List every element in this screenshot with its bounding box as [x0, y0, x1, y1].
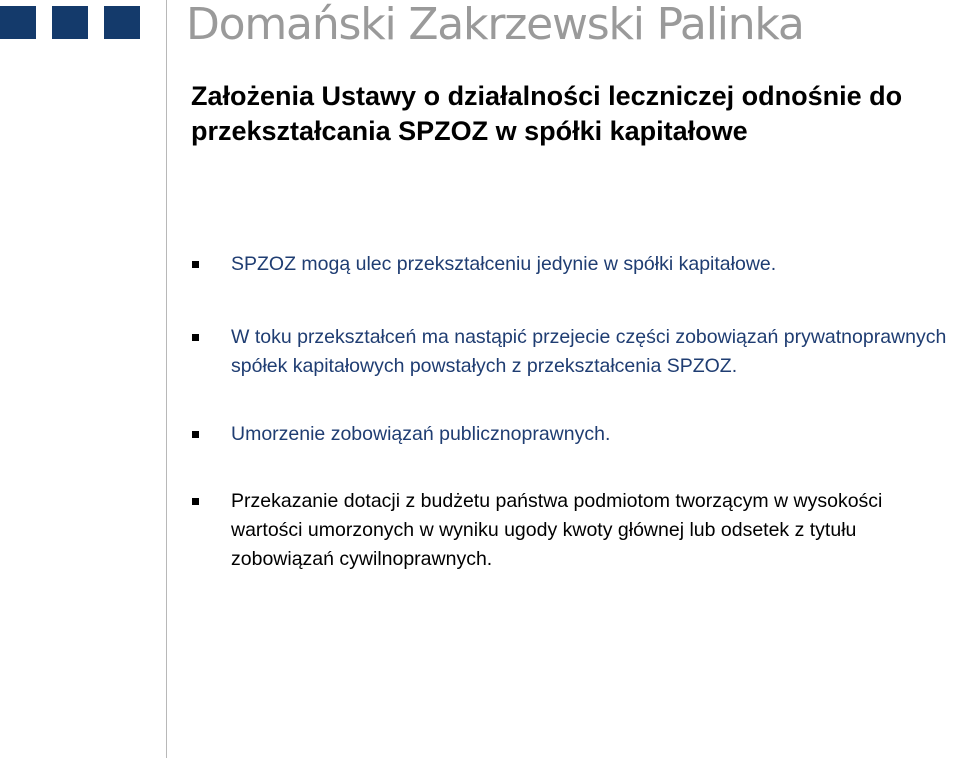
square-bullet-icon	[192, 334, 199, 341]
square-bullet-icon	[192, 261, 199, 268]
square-bullet-icon	[192, 498, 199, 505]
square-bullet-icon	[192, 431, 199, 438]
bullet-text: Przekazanie dotacji z budżetu państwa podmiotom tworzącym w wysokości wartości umorzonych w wyniku ugody kwoty głównej lub odsetek z tytułu zobowiązań cywilnoprawnych.	[231, 490, 883, 570]
logo-square-2	[52, 6, 88, 39]
bullet-item	[190, 323, 950, 381]
bullet-text: SPZOZ mogą ulec przekształceniu jedynie w spółki kapitałowe.	[231, 253, 777, 275]
logo-square-3	[104, 6, 140, 39]
bullet-item	[190, 250, 950, 279]
firm-name-logo: Domański Zakrzewski Palinka	[186, 0, 804, 50]
slide-title: Założenia Ustawy o działalności leczniczej odnośnie do przekształcania SPZOZ w spółki kapitałowe	[191, 81, 903, 146]
vertical-divider	[166, 0, 167, 758]
logo-squares	[0, 6, 140, 39]
logo-square-1	[0, 6, 36, 39]
bullet-item	[190, 420, 950, 449]
bullet-text: Umorzenie zobowiązań publicznoprawnych.	[231, 423, 611, 445]
bullet-list	[190, 250, 950, 574]
bullet-item	[190, 487, 950, 574]
bullet-text: W toku przekształceń ma nastąpić przejecie części zobowiązań prywatnoprawnych spółek kapitałowych powstałych z przekształcenia SPZOZ.	[231, 326, 947, 377]
